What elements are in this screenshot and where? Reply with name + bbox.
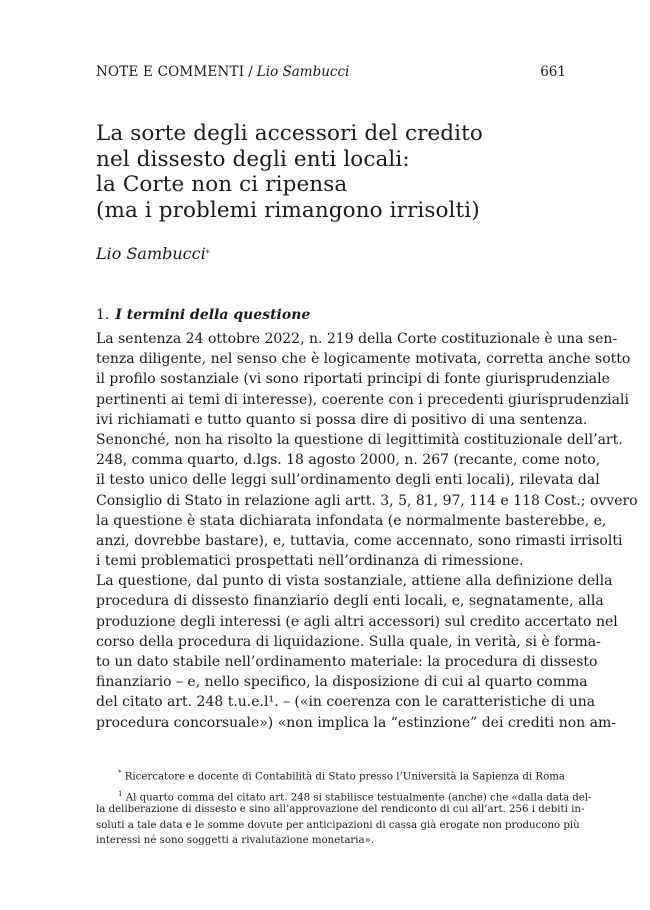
body-line: finanziario – e, nello specifico, la disposizione di cui al quarto comma: [96, 674, 588, 691]
body-text: [96, 329, 638, 733]
running-header-left: [96, 64, 349, 80]
footnote-text: Ricercatore e docente di Contabilità di Stato presso l’Università la Sapienza di Roma: [124, 771, 565, 783]
footnotes: [96, 766, 592, 848]
header-author: Lio Sambucci: [256, 64, 350, 80]
section-title: I termini della questione: [115, 307, 311, 323]
footnote-text-line: la deliberazione di dissesto e sino all’approvazione del rendiconto di cui all’art. 256 i debiti in-: [96, 804, 585, 816]
page-number: 661: [540, 64, 566, 80]
body-line: 248, comma quarto, d.lgs. 18 agosto 2000, n. 267 (recante, come noto,: [96, 452, 601, 469]
body-line: Consiglio di Stato in relazione agli artt. 3, 5, 81, 97, 114 e 118 Cost.; ovvero: [96, 492, 638, 509]
body-line: procedura di dissesto finanziario degli enti locali, e, segnatamente, alla: [96, 593, 604, 610]
body-line: La questione, dal punto di vista sostanziale, attiene alla definizione della: [96, 573, 613, 590]
title-line: la Corte non ci ripensa: [96, 172, 348, 197]
body-line: produzione degli interessi (e agli altri accessori) sul credito accertato nel: [96, 613, 618, 630]
title-line: nel dissesto degli enti locali:: [96, 146, 410, 172]
section-number: 1.: [96, 307, 110, 323]
header-section-label: NOTE E COMMENTI: [96, 64, 245, 80]
footnote-text-line: soluti a tale data e le somme dovute per anticipazioni di cassa già erogate non producono più: [96, 819, 580, 831]
footnote-mark: 1: [118, 790, 123, 799]
footnote-mark: *: [118, 769, 122, 777]
body-line: ivi richiamati e tutto quanto si possa dire di positivo di una sentenza.: [96, 411, 588, 428]
section-heading: [96, 307, 310, 323]
body-line: anzi, dovrebbe bastare), e, tuttavia, come accennato, sono rimasti irrisolti: [96, 532, 623, 549]
footnote-1: [96, 787, 592, 804]
body-line: il testo unico delle leggi sull’ordinamento degli enti locali), rilevata dal: [96, 472, 600, 489]
body-line: del citato art. 248 t.u.e.l¹. – («in coerenza con le caratteristiche di una: [96, 694, 596, 711]
body-line: procedura concorsuale») «non implica la “estinzione” dei crediti non am-: [96, 714, 616, 731]
footnote-text-line: interessi né sono soggetti a rivalutazione monetaria».: [96, 834, 375, 846]
body-line: la questione è stata dichiarata infondata (e normalmente basterebbe, e,: [96, 512, 607, 529]
body-line: il profilo sostanziale (vi sono riportati principi di fonte giurisprudenziale: [96, 371, 610, 388]
footnote-author: [96, 766, 566, 781]
article-title: [96, 121, 566, 223]
header-separator: /: [248, 64, 253, 80]
author-footnote-mark: *: [205, 249, 210, 258]
running-header: [96, 64, 566, 80]
body-line: La sentenza 24 ottobre 2022, n. 219 della Corte costituzionale è una sen-: [96, 331, 618, 347]
body-line: i temi problematici prospettati nell’ordinanza di rimessione.: [96, 553, 524, 570]
author-name: Lio Sambucci: [96, 244, 206, 263]
footnote-text: Al quarto comma del citato art. 248 si stabilisce testualmente (anche) che «dalla data del-: [125, 792, 592, 804]
body-line: pertinenti ai temi di interesse), coerente con i precedenti giurisprudenziali: [96, 391, 629, 408]
article-author: [96, 244, 210, 263]
body-line: corso della procedura di liquidazione. Sulla quale, in verità, si è forma-: [96, 633, 601, 650]
body-line: to un dato stabile nell’ordinamento materiale: la procedura di dissesto: [96, 654, 598, 670]
title-line: La sorte degli accessori del credito: [96, 121, 483, 146]
body-line: Senonché, non ha risolto la questione di legittimità costituzionale dell’art.: [96, 431, 623, 448]
title-line: (ma i problemi rimangono irrisolti): [96, 197, 480, 223]
body-line: tenza diligente, nel senso che è logicamente motivata, corretta anche sotto: [96, 351, 631, 368]
